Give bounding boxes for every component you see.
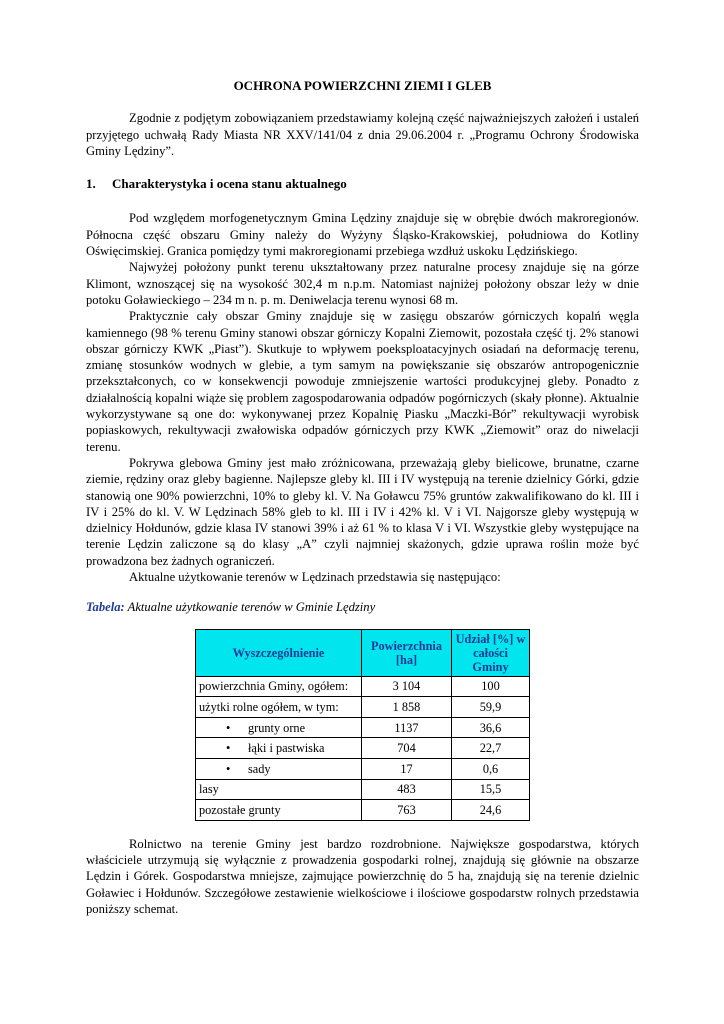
row-name: pozostałe grunty [196, 800, 362, 821]
bullet-icon: • [226, 761, 231, 776]
table-caption-label: Tabela: [86, 600, 125, 615]
header-share: Udział [%] w całości Gminy [452, 629, 530, 676]
row-area: 17 [362, 758, 452, 779]
row-share: 22,7 [452, 738, 530, 759]
row-area: 3 104 [362, 676, 452, 697]
paragraph-agriculture: Rolnictwo na terenie Gminy jest bardzo rozdrobnione. Największe gospodarstwa, których właściciele utrzymują się wyłącznie z prowadzenia gospodarki rolnej, znajdują się głównie na obszarze Lędzin i Górek. Gospodarstwa mniejsze, zajmujące powierzchnię do 5 ha, znajdują się na terenie dzielnic Goławiec i Hołdunów. Szczegółowe zestawienie wielkościowe i ilościowe gospodarstw rolnych przedstawia poniższy schemat. [86, 836, 639, 916]
row-share: 100 [452, 676, 530, 697]
row-name-cell [196, 717, 362, 738]
row-area: 763 [362, 800, 452, 821]
table-header-row [196, 629, 530, 676]
row-area: 483 [362, 779, 452, 800]
row-name-cell [196, 758, 362, 779]
table-row [196, 717, 530, 738]
header-area: Powierzchnia [ha] [362, 629, 452, 676]
row-name: łąki i pastwiska [248, 741, 325, 756]
row-name: powierzchnia Gminy, ogółem: [196, 676, 362, 697]
section-title: Charakterystyka i ocena stanu aktualnego [112, 176, 347, 192]
row-share: 24,6 [452, 800, 530, 821]
bullet-icon: • [226, 741, 231, 756]
row-area: 1137 [362, 717, 452, 738]
table-caption-text: Aktualne użytkowanie terenów w Gminie Lędziny [124, 600, 376, 615]
row-share: 36,6 [452, 717, 530, 738]
row-name: sady [248, 761, 271, 776]
row-share: 59,9 [452, 697, 530, 718]
table-row [196, 697, 530, 718]
bullet-icon: • [226, 720, 231, 735]
row-area: 1 858 [362, 697, 452, 718]
paragraph-mining: Praktycznie cały obszar Gminy znajduje się w zasięgu obszarów górniczych kopalń węgla kamiennego (98 % terenu Gminy stanowi obszar górniczy Kopalni Ziemowit, pozostała część tj. 2% stanowi obszar górniczy KWK „Piast”). Skutkuje to wpływem poeksploatacyjnych osiadań na deformację terenu, zmianę stosunków wodnych w glebie, a tym samym na powiększanie się obszarów antropogenicznie przekształconych, co w konsekwencji powoduje zmniejszenie wartości produkcyjnej gleby. Ponadto z działalnością kopalni wiąże się problem zagospodarowania odpadów pogórniczych (skały płonne). Aktualnie wykorzystywane są one do: wykonywanej przez Kopalnię Piasku „Maczki-Bór” rekultywacji wyrobisk popiaskowych, rekultywacji zwałowiska odpadów górniczych przy KWK „Ziemowit” oraz do niwelacji terenu. [86, 309, 639, 454]
row-name: lasy [196, 779, 362, 800]
row-area: 704 [362, 738, 452, 759]
intro-paragraph: Zgodnie z podjętym zobowiązaniem przedstawiamy kolejną część najważniejszych założeń i ustaleń przyjętego uchwałą Rady Miasta NR XXV/141/04 z dnia 29.06.2004 r. „Programu Ochrony Środowiska Gminy Lędziny”. [86, 111, 639, 158]
table-row [196, 676, 530, 697]
page-title: OCHRONA POWIERZCHNI ZIEMI I GLEB [233, 78, 492, 93]
row-name: grunty orne [248, 720, 306, 735]
header-item: Wyszczególnienie [196, 629, 362, 676]
table-row [196, 779, 530, 800]
section-number: 1. [86, 176, 96, 192]
paragraph-land-use-intro: Aktualne użytkowanie terenów w Lędzinach przedstawia się następująco: [129, 570, 501, 585]
table-caption [86, 599, 639, 615]
row-name-cell [196, 738, 362, 759]
land-use-table [195, 629, 530, 821]
paragraph-morphology: Pod względem morfogenetycznym Gmina Lędziny znajduje się w obrębie dwóch makroregionów. Północna część obszaru Gminy należy do Wyżyny Śląsko-Krakowskiej, południowa do Kotliny Oświęcimskiej. Granica pomiędzy tymi makroregionami przebiega wzdłuż uskoku Lędzińskiego. [86, 211, 639, 259]
row-share: 15,5 [452, 779, 530, 800]
table-row [196, 738, 530, 759]
section-heading [86, 176, 639, 192]
table-row [196, 800, 530, 821]
row-share: 0,6 [452, 758, 530, 779]
table-row [196, 758, 530, 779]
document-page [86, 78, 639, 917]
paragraph-elevation: Najwyżej położony punkt terenu ukształtowany przez naturalne procesy znajduje się na górze Klimont, wznoszącej się na wysokość 302,4 m n.p.m. Natomiast najniżej położony obszar leży w dnie potoku Goławieckiego – 234 m n. p. m. Deniwelacja terenu wynosi 68 m. [86, 260, 639, 307]
row-name: użytki rolne ogółem, w tym: [196, 697, 362, 718]
paragraph-soils: Pokrywa glebowa Gminy jest mało zróżnicowana, przeważają gleby bielicowe, brunatne, czarne ziemie, rędziny oraz gleby bagienne. Najlepsze gleby kl. III i IV występują na terenie dzielnicy Górki, gdzie stanowią one 90% powierzchni, 10% to gleby kl. V. Na Goławcu 75% gruntów zakwalifikowano do kl. III i IV i 25% do kl. V. W Lędzinach 58% gleb to kl. III i IV i 42% kl. V i VI. Najgorsze gleby występują w dzielnicy Hołdunów, gdzie klasa IV stanowi 39% i aż 61 % to klasa V i VI. Wszystkie gleby występujące na terenie Lędzin zaliczone są do klasy „A” czyli najmniej skażonych, gdzie uprawa roślin może być prowadzona bez żadnych ograniczeń. [86, 455, 639, 568]
